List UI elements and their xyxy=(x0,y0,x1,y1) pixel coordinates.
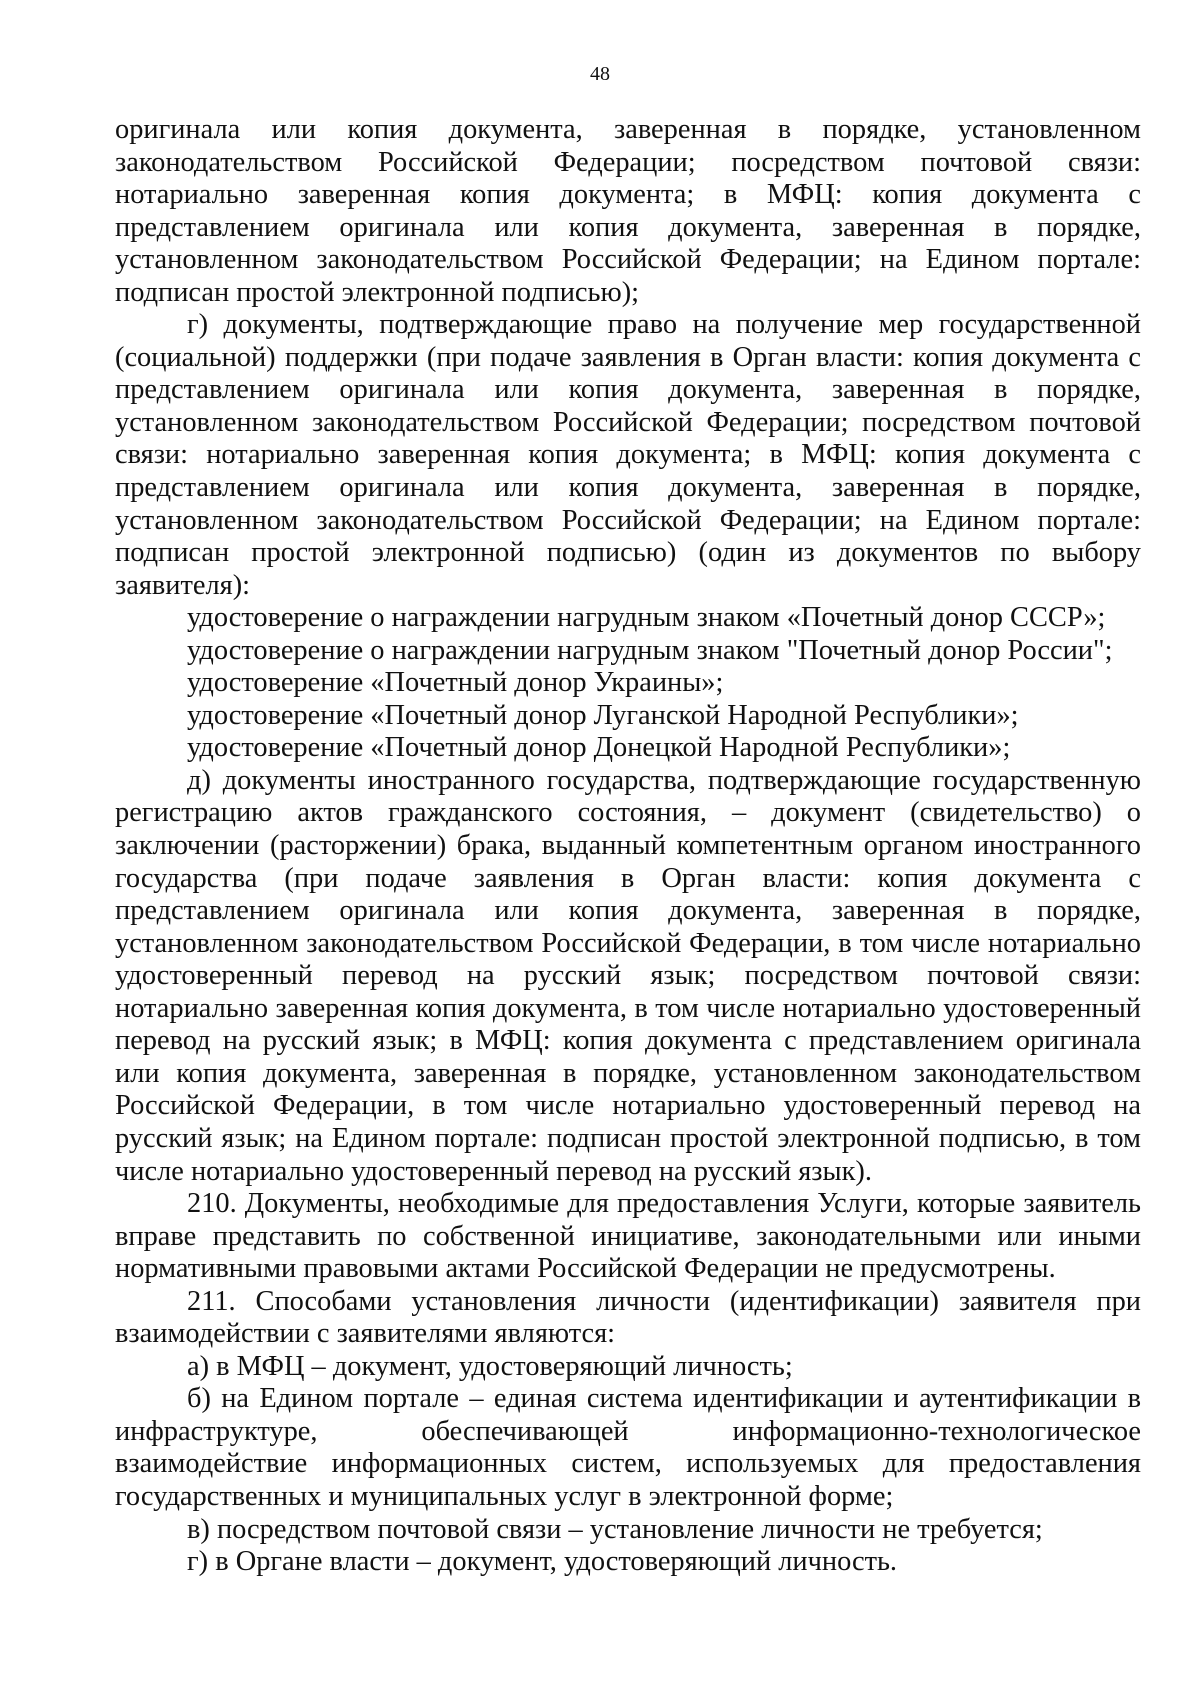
paragraph-item-v-postal: в) посредством почтовой связи – установление личности не требуется; xyxy=(187,1513,1043,1545)
paragraph-item-d-foreign-documents: д) документы иностранного государства, подтверждающие государственную регистрацию актов гражданского состояния, – документ (свидетельство) о заключении (расторжении) брака, выданный компетентным органом иностранного государства (при подаче заявления в Орган власти: копия документа с представлением оригинала или копия документа, заверенная в порядке, установленном законодательством Российской Федерации, в том числе нотариально удостоверенный перевод на русский язык; посредством почтовой связи: нотариально заверенная копия документа, в том числе нотариально удостоверенный перевод на русский язык; в МФЦ: копия документа с представлением оригинала или копия документа, заверенная в порядке, установленном законодательством Российской Федерации, в том числе нотариально удостоверенный перевод на русский язык; на Едином портале: подписан простой электронной подписью, в том числе нотариально удостоверенный перевод на русский язык). xyxy=(115,764,1141,1187)
paragraph-continuation: оригинала или копия документа, заверенная в порядке, установленном законодательством Российской Федерации; посредством почтовой связи: нотариально заверенная копия документа; в МФЦ: копия документа с представлением оригинала или копия документа, заверенная в порядке, установленном законодательством Российской Федерации; на Едином портале: подписан простой электронной подписью); xyxy=(115,114,1141,308)
paragraph-donor-ukraine: удостоверение «Почетный донор Украины»; xyxy=(187,667,724,699)
paragraph-item-b-portal: б) на Едином портале – единая система идентификации и аутентификации в инфраструктуре, обеспечивающей информационно-технологическое взаимодействие информационных систем, используемых для предоставления государственных и муниципальных услуг в электронной форме; xyxy=(115,1383,1141,1512)
paragraph-donor-lpr: удостоверение «Почетный донор Луганской Народной Республики»; xyxy=(187,699,1019,731)
paragraph-item-g-authority: г) в Органе власти – документ, удостоверяющий личность. xyxy=(187,1546,898,1578)
paragraph-section-211: 211. Способами установления личности (идентификации) заявителя при взаимодействии с заявителями являются: xyxy=(115,1285,1141,1350)
document-body xyxy=(115,114,1141,1579)
paragraph-item-g-support-documents: г) документы, подтверждающие право на получение мер государственной (социальной) поддержки (при подаче заявления в Орган власти: копия документа с представлением оригинала или копия документа, заверенная в порядке, установленном законодательством Российской Федерации; посредством почтовой связи: нотариально заверенная копия документа; в МФЦ: копия документа с представлением оригинала или копия документа, заверенная в порядке, установленном законодательством Российской Федерации; на Едином портале: подписан простой электронной подписью) (один из документов по выбору заявителя): xyxy=(115,309,1141,601)
paragraph-donor-dpr: удостоверение «Почетный донор Донецкой Народной Республики»; xyxy=(187,732,1011,764)
paragraph-section-210: 210. Документы, необходимые для предоставления Услуги, которые заявитель вправе представить по собственной инициативе, законодательными или иными нормативными правовыми актами Российской Федерации не предусмотрены. xyxy=(115,1188,1141,1285)
paragraph-item-a-mfc: а) в МФЦ – документ, удостоверяющий личность; xyxy=(187,1350,793,1382)
paragraph-donor-ussr: удостоверение о награждении нагрудным знаком «Почетный донор СССР»; xyxy=(187,602,1106,634)
page-number: 48 xyxy=(590,63,610,85)
paragraph-donor-russia: удостоверение о награждении нагрудным знаком "Почетный донор России"; xyxy=(187,634,1113,666)
